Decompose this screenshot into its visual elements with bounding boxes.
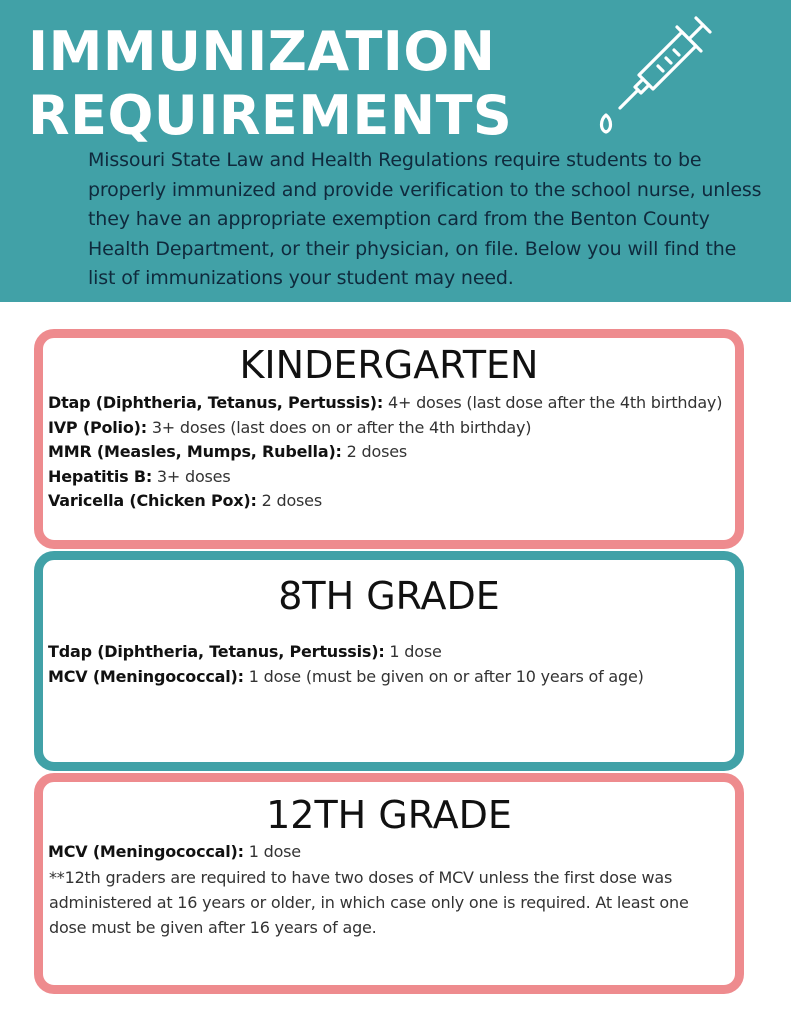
- list-item: [48, 391, 729, 416]
- page-title: [28, 20, 512, 148]
- section-title: 12TH GRADE: [266, 793, 512, 837]
- list-item: [48, 465, 729, 490]
- section-card-8th-grade: [34, 551, 744, 771]
- header-banner: [0, 0, 791, 302]
- vaccine-name: MCV (Meningococcal):: [48, 842, 244, 861]
- requirements-list: [48, 391, 729, 514]
- title-line-2: REQUIREMENTS: [28, 84, 513, 147]
- requirements-list: [48, 640, 729, 689]
- list-item: [48, 840, 729, 865]
- list-item: [48, 640, 729, 665]
- dose-info: 4+ doses (last dose after the 4th birthday): [383, 393, 723, 412]
- list-item: [48, 440, 729, 465]
- vaccine-name: Hepatitis B:: [48, 466, 153, 486]
- intro-paragraph: Missouri State Law and Health Regulations require students to be properly immunized and provide verification to the school nurse, unless they have an appropriate exemption card from the Benton County Health Department, or their physician, on file. Below you will find the list of immunizations your student may need.: [88, 149, 762, 289]
- syringe-icon: [590, 8, 720, 140]
- dose-info: 2 doses: [341, 442, 407, 461]
- requirements-list: [48, 840, 729, 865]
- vaccine-name: Varicella (Chicken Pox):: [48, 491, 257, 510]
- vaccine-name: IVP (Polio):: [48, 417, 147, 437]
- mcv-note: **12th graders are required to have two doses of MCV unless the first dose was administered at 16 years or older, in which case only one is required. At least one dose must be given after 16 years of age.: [49, 868, 689, 937]
- section-title: KINDERGARTEN: [239, 343, 539, 387]
- dose-info: 1 dose: [243, 842, 301, 861]
- list-item: [48, 416, 729, 441]
- section-card-kindergarten: [34, 329, 744, 549]
- title-line-1: IMMUNIZATION: [28, 20, 496, 83]
- list-item: [48, 665, 729, 690]
- dose-info: 3+ doses: [152, 466, 231, 486]
- dose-info: 3+ doses (last does on or after the 4th birthday): [146, 417, 532, 437]
- dose-info: 2 doses: [256, 491, 322, 510]
- dose-info: 1 dose (must be given on or after 10 years of age): [243, 666, 644, 686]
- list-item: [48, 489, 729, 514]
- section-card-12th-grade: [34, 773, 744, 994]
- vaccine-name: MMR (Measles, Mumps, Rubella):: [48, 442, 342, 461]
- dose-info: 1 dose: [384, 642, 442, 661]
- vaccine-name: MCV (Meningococcal):: [48, 666, 244, 686]
- vaccine-name: Dtap (Diphtheria, Tetanus, Pertussis):: [48, 393, 384, 412]
- section-title: 8TH GRADE: [278, 574, 500, 618]
- vaccine-name: Tdap (Diphtheria, Tetanus, Pertussis):: [48, 642, 385, 661]
